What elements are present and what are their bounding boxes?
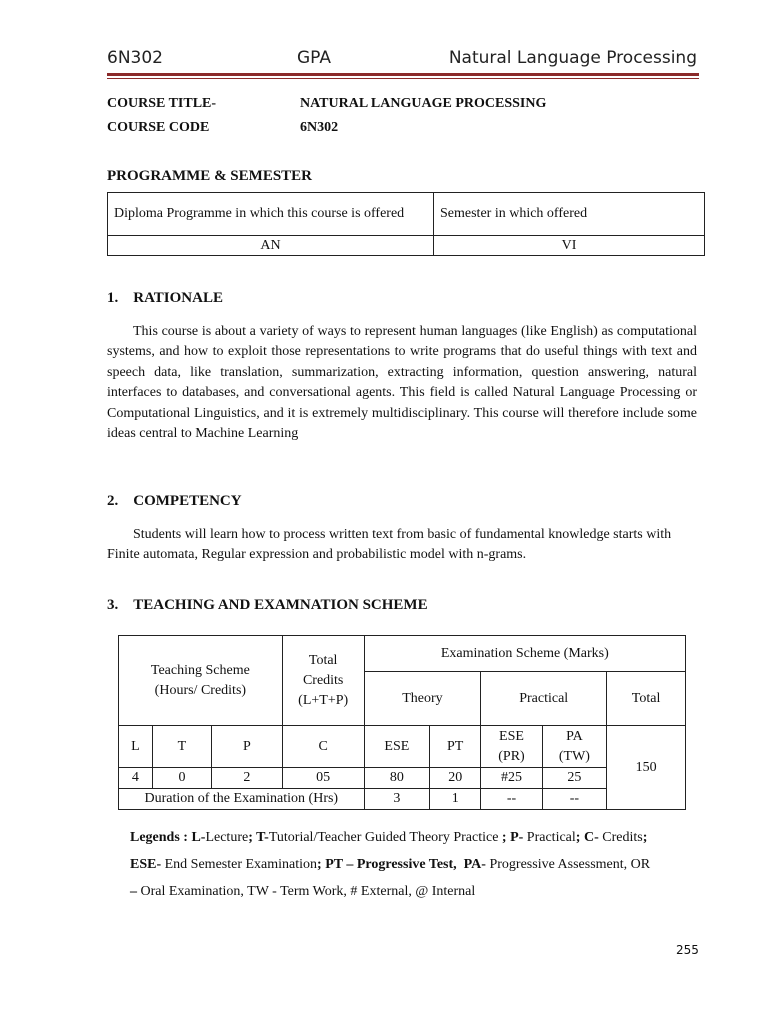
course-code-label: COURSE CODE xyxy=(107,120,210,135)
legends: Legends : L-Lecture; T-Tutorial/Teacher Guided Theory Practice ; P- Practical; C- Credits; ESE- End Semester Examination; PT – Progressive Test, PA- Progressive Assessment, OR – Oral Examination, TW - Term Work, # External, @ Internal xyxy=(130,830,651,899)
rationale-text: This course is about a variety of ways to represent human languages (like English) as computational systems, and how to exploit those representations to write programs that do useful things with text and speech data, like translation, summarization, extracting information, question answering, natural interfaces to databases, and conversational agents. This field is called Natural Language Processing or Computational Linguistics, and it is extremely multidisciplinary. This course will therefore include some ideas central to Machine Learning xyxy=(107,324,697,442)
legend-pt: PT – Progressive Test, xyxy=(325,857,457,872)
scheme-heading xyxy=(107,597,428,614)
practical-header: Practical xyxy=(481,672,607,726)
competency-number: 2. xyxy=(107,493,119,509)
programme-col2-header: Semester in which offered xyxy=(434,193,705,236)
teaching-scheme-line1: Teaching Scheme xyxy=(150,662,250,678)
header-rule-thin xyxy=(107,78,699,79)
header-course-name: Natural Language Processing xyxy=(448,48,697,68)
val-ese: 80 xyxy=(364,768,430,789)
legend-ese-val: End Semester Examination xyxy=(161,857,318,872)
legends-label: Legends : xyxy=(130,830,192,845)
header-course-code: 6N302 xyxy=(107,48,163,68)
col-pa-tw-line1: PA xyxy=(566,728,583,744)
total-credits-line1: Total xyxy=(308,652,338,668)
header-gpa: GPA xyxy=(297,48,331,68)
programme-col1-header: Diploma Programme in which this course is offered xyxy=(108,193,434,236)
col-pa-tw xyxy=(542,726,606,768)
theory-header: Theory xyxy=(364,672,481,726)
col-l: L xyxy=(119,726,153,768)
course-title-label: COURSE TITLE- xyxy=(107,96,217,111)
val-l: 4 xyxy=(119,768,153,789)
legend-pa-val: Progressive Assessment, OR xyxy=(485,857,651,872)
legend-l-key: L- xyxy=(191,830,206,845)
total-credits-line2: Credits xyxy=(302,672,344,688)
total-credits-line3: (L+T+P) xyxy=(298,692,349,708)
col-pt: PT xyxy=(430,726,481,768)
legend-p-key: P- xyxy=(510,830,524,845)
semester-value: VI xyxy=(434,236,705,256)
teaching-scheme-line2: (Hours/ Credits) xyxy=(154,682,247,698)
rationale-heading xyxy=(107,290,223,307)
col-ese-pr xyxy=(481,726,542,768)
legend-c-key: C- xyxy=(583,830,599,845)
duration-ese: 3 xyxy=(364,789,430,810)
total-credits-header xyxy=(282,636,364,726)
col-p: P xyxy=(212,726,283,768)
val-c: 05 xyxy=(282,768,364,789)
duration-ese-pr: -- xyxy=(481,789,542,810)
total-marks-value: 150 xyxy=(607,726,686,810)
competency-text: Students will learn how to process written text from basic of fundamental knowledge starts with Finite automata, Regular expression and probabilistic model with n-grams. xyxy=(107,527,672,563)
col-ese: ESE xyxy=(364,726,430,768)
val-ese-pr: #25 xyxy=(481,768,542,789)
col-ese-pr-line1: ESE xyxy=(499,728,524,744)
page-header xyxy=(107,48,697,72)
duration-label: Duration of the Examination (Hrs) xyxy=(119,789,365,810)
col-t: T xyxy=(152,726,211,768)
duration-pt: 1 xyxy=(430,789,481,810)
rationale-title: RATIONALE xyxy=(133,290,223,306)
teaching-scheme-header xyxy=(119,636,283,726)
total-header: Total xyxy=(607,672,686,726)
scheme-number: 3. xyxy=(107,597,119,613)
rationale-number: 1. xyxy=(107,290,119,306)
legend-t-val: Tutorial/Teacher Guided Theory Practice xyxy=(268,830,499,845)
col-ese-pr-line2: (PR) xyxy=(498,748,525,764)
legend-t-key: T- xyxy=(256,830,269,845)
legend-ese-key: ESE- xyxy=(130,857,162,872)
scheme-title: TEACHING AND EXAMNATION SCHEME xyxy=(133,597,428,613)
exam-scheme-header: Examination Scheme (Marks) xyxy=(364,636,685,672)
col-c: C xyxy=(282,726,364,768)
legend-c-val: Credits xyxy=(598,830,643,845)
legend-or-key: – xyxy=(130,884,137,899)
val-pa-tw: 25 xyxy=(542,768,606,789)
competency-heading xyxy=(107,493,242,510)
page-number: 255 xyxy=(676,943,699,957)
val-p: 2 xyxy=(212,768,283,789)
competency-title: COMPETENCY xyxy=(133,493,242,509)
legend-pa-key: PA- xyxy=(463,857,486,872)
legend-p-val: Practical xyxy=(523,830,576,845)
programme-value: AN xyxy=(108,236,434,256)
col-pa-tw-line2: (TW) xyxy=(558,748,590,764)
course-title-value: NATURAL LANGUAGE PROCESSING xyxy=(300,96,547,111)
legend-or-val: Oral Examination, TW - Term Work, # External, @ Internal xyxy=(137,884,476,899)
duration-pa-tw: -- xyxy=(542,789,606,810)
teaching-exam-scheme-table xyxy=(118,635,686,810)
header-rule-thick xyxy=(107,73,699,76)
programme-heading: PROGRAMME & SEMESTER xyxy=(107,168,313,184)
programme-table xyxy=(107,192,705,256)
val-t: 0 xyxy=(152,768,211,789)
course-code-value: 6N302 xyxy=(300,120,339,135)
val-pt: 20 xyxy=(430,768,481,789)
legend-l-val: Lecture xyxy=(205,830,249,845)
